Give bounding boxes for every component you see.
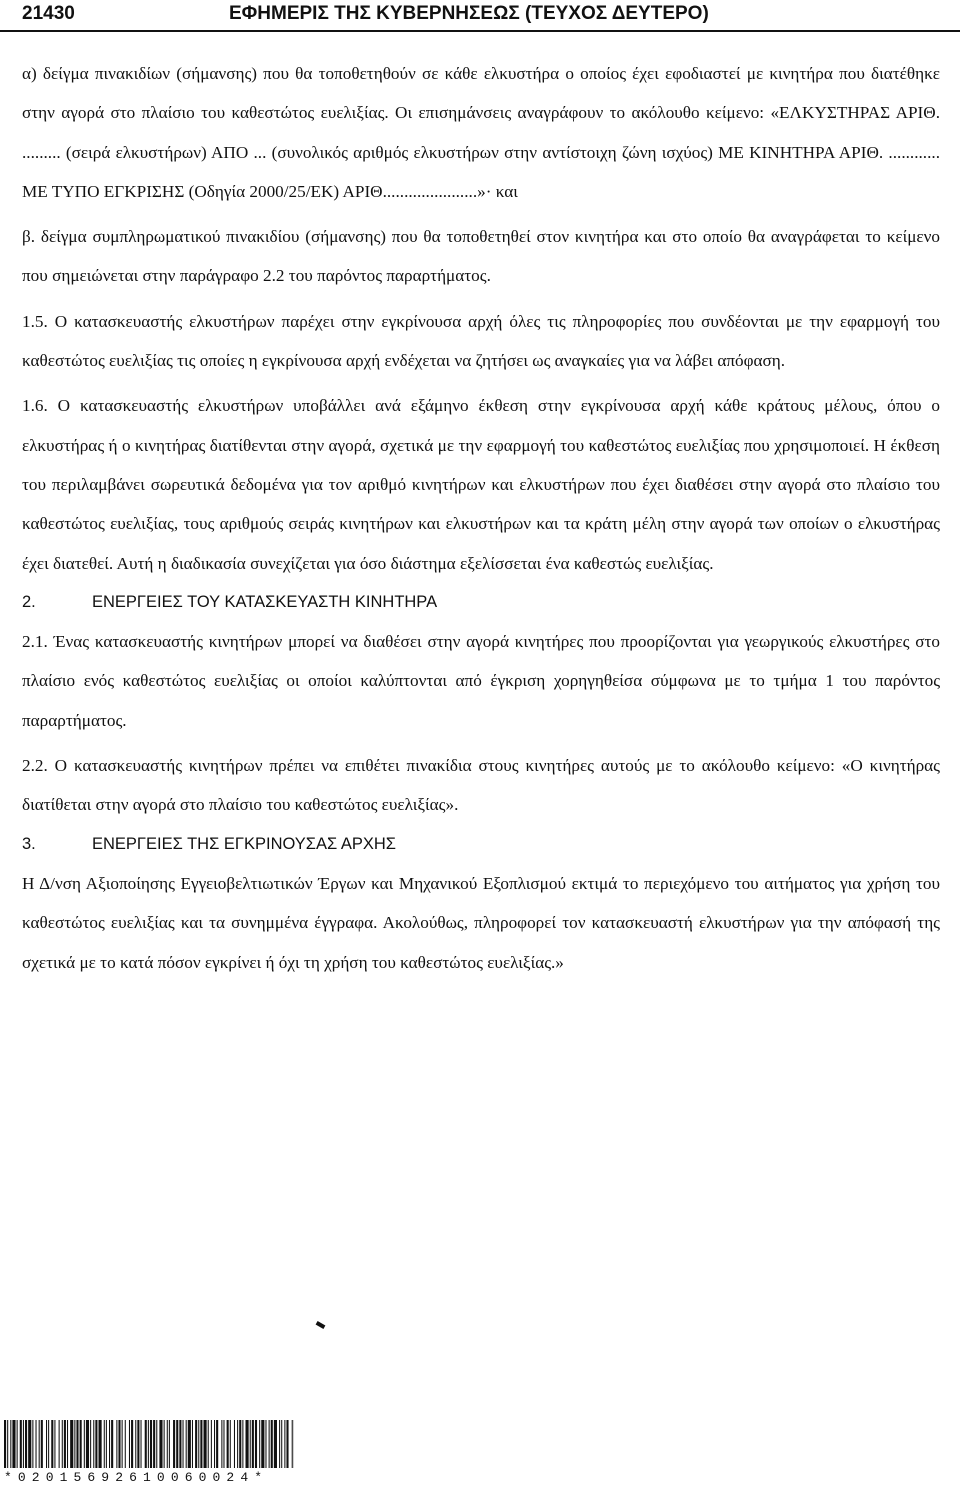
barcode-bar (51, 1420, 53, 1468)
barcode-bar (176, 1420, 178, 1468)
barcode-bar (109, 1420, 110, 1468)
barcode-bar (70, 1420, 73, 1468)
barcode-bar (159, 1420, 162, 1468)
barcode-bar (62, 1420, 63, 1468)
barcode-bar (59, 1420, 60, 1468)
barcode-bar (211, 1420, 212, 1468)
barcode-bar (54, 1420, 55, 1468)
gazette-title: ΕΦΗΜΕΡΙΣ ΤΗΣ ΚΥΒΕΡΝΗΣΕΩΣ (ΤΕΥΧΟΣ ΔΕΥΤΕΡΟ) (229, 3, 709, 24)
barcode-bar (86, 1420, 89, 1468)
barcode-bar (169, 1420, 170, 1468)
barcode-bar (198, 1420, 199, 1468)
paragraph-1-6: 1.6. Ο κατασκευαστής ελκυστήρων υποβάλλει ανά εξάμηνο έκθεση στην εγκρίνουσα αρχή κάθε κράτους μέλους, όπου ο ελκυστήρας ή ο κινητήρας διατίθενται στην αγορά, σχετικά με την εφαρμογή του καθεστώτος ευελιξίας που χρησιμοποιεί. Η έκθεση του περιλαμβάνει σωρευτικά δεδομένα για τον αριθμό κινητήρων και ελκυστήρων που έχει διαθέσει στην αγορά στο πλαίσιο του καθεστώτος ευελιξίας, τους αριθμούς σειράς κινητήρων και ελκυστήρων και τα κράτη μέλη στην αγορά των οποίων ο ελκυστήρας έχει διατεθεί. Αυτή η διαδικασία συνεχίζεται για όσο διάστημα εξελίσσεται ένα καθεστώς ευελιξίας. (22, 396, 940, 573)
barcode-bar (17, 1420, 18, 1468)
barcode-bar (221, 1420, 222, 1468)
barcode-bar (234, 1420, 235, 1468)
barcode-bar (116, 1420, 117, 1468)
barcode-bar (148, 1420, 149, 1468)
barcode-bar (118, 1420, 120, 1468)
barcode-bar (173, 1420, 175, 1468)
barcode-bar (76, 1420, 78, 1468)
paragraph-1-5: 1.5. Ο κατασκευαστής ελκυστήρων παρέχει στην εγκρίνουσα αρχή όλες τις πληροφορίες που συνδέονται με την εφαρμογή του καθεστώτος ευελιξίας τις οποίες η εγκρίνουσα αρχή ενδέχεται να ζητήσει ως αναγκαίες για να λάβει απόφαση. (22, 311, 940, 371)
barcode-bar (99, 1420, 102, 1468)
paragraph-b: β. δείγμα συμπληρωματικού πινακιδίου (σήμανσης) που θα τοποθετηθεί στον κινητήρα και στο οποίο θα αναγράφεται το κείμενο που σημειώνεται στην παράγραφο 2.2 του παρόντος παραρτήματος. (22, 227, 940, 286)
paragraph-2-1: 2.1. Ένας κατασκευαστής κινητήρων μπορεί να διαθέσει στην αγορά κινητήρες που προορίζονται για γεωργικούς ελκυστήρες στο πλαίσιο ενός καθεστώτος ευελιξίας οι οποίοι καλύπτονται από έγκριση χορηγηθείσα σύμφωνα με το τμήμα 1 του παρόντος παραρτήματος. (22, 632, 940, 730)
barcode-bar (67, 1420, 68, 1468)
barcode-bar (230, 1420, 231, 1468)
section-2-number: 2. (22, 592, 36, 611)
barcode-bar (200, 1420, 202, 1468)
barcode-bar (259, 1420, 260, 1468)
barcode-bar (153, 1420, 155, 1468)
section-3-heading (22, 825, 940, 864)
barcode-bar (164, 1420, 165, 1468)
barcode-bar (7, 1420, 8, 1468)
barcode-bar (208, 1420, 209, 1468)
barcode-bar (10, 1420, 11, 1468)
barcode-bar (261, 1420, 264, 1468)
barcode-bar (32, 1420, 33, 1468)
stray-mark (316, 1321, 326, 1329)
header-rule (0, 30, 960, 32)
barcode-bar (25, 1420, 27, 1468)
barcode-bar (269, 1420, 270, 1468)
barcode-bar (271, 1420, 273, 1468)
barcode-bar (145, 1420, 147, 1468)
barcode-bar (46, 1420, 47, 1468)
barcode-bar (41, 1420, 43, 1468)
barcode-bar (28, 1420, 31, 1468)
barcode-bar (255, 1420, 257, 1468)
paragraph-3: Η Δ/νση Αξιοποίησης Εγγειοβελτιωτικών Έργων και Μηχανικού Εξοπλισμού εκτιμά το περιεχόμενο του αιτήματος για χρήση του καθεστώτος ευελιξίας και τα συνημμένα έγγραφα. Ακολούθως, πληροφορεί τον κατασκευαστή ελκυστήρων για την απόφασή της σχετικά με το κατά πόσον εγκρίνει ή όχι τη χρήση του καθεστώτος ευελιξίας.» (22, 873, 940, 972)
barcode-bar (286, 1420, 288, 1468)
barcode-bar (284, 1420, 285, 1468)
document-body (22, 54, 940, 982)
barcode-bar (179, 1420, 181, 1468)
barcode-bar (4, 1420, 6, 1468)
section-2-title: ΕΝΕΡΓΕΙΕΣ ΤΟΥ ΚΑΤΑΣΚΕΥΑΣΤΗ ΚΙΝΗΤΗΡΑ (92, 592, 438, 611)
barcode-bar (156, 1420, 157, 1468)
barcode-bar (131, 1420, 133, 1468)
barcode-bar (239, 1420, 241, 1468)
barcode-bar (93, 1420, 94, 1468)
barcode-bar (125, 1420, 126, 1468)
barcode-bar (48, 1420, 49, 1468)
barcode-bar (216, 1420, 218, 1468)
barcode-bar (104, 1420, 105, 1468)
barcode-bar (106, 1420, 107, 1468)
barcode-bar (90, 1420, 91, 1468)
barcode-bars (4, 1420, 294, 1468)
barcode-bar (237, 1420, 238, 1468)
section-3-title: ΕΝΕΡΓΕΙΕΣ ΤΗΣ ΕΓΚΡΙΝΟΥΣΑΣ ΑΡΧΗΣ (92, 834, 397, 853)
paragraph-2-2: 2.2. Ο κατασκευαστής κινητήρων πρέπει να επιθέτει πινακίδια στους κινητήρες αυτούς με το ακόλουθο κείμενο: «Ο κινητήρας διατίθεται στην αγορά στο πλαίσιο του καθεστώτος ευελιξίας». (22, 756, 940, 815)
barcode-bar (183, 1420, 184, 1468)
barcode-bar (74, 1420, 75, 1468)
barcode-bar (64, 1420, 66, 1468)
page-header (0, 0, 960, 30)
barcode-bar (135, 1420, 136, 1468)
barcode (4, 1420, 294, 1490)
barcode-bar (274, 1420, 277, 1468)
barcode-bar (36, 1420, 37, 1468)
barcode-bar (80, 1420, 82, 1468)
barcode-bar (84, 1420, 85, 1468)
barcode-bar (195, 1420, 197, 1468)
barcode-bar (279, 1420, 280, 1468)
barcode-bar (265, 1420, 266, 1468)
barcode-bar (186, 1420, 187, 1468)
barcode-number: *02015692610060024* (4, 1470, 269, 1485)
page-number: 21430 (22, 3, 75, 24)
barcode-bar (281, 1420, 282, 1468)
barcode-bar (242, 1420, 243, 1468)
section-2-heading (22, 583, 940, 622)
barcode-bar (214, 1420, 215, 1468)
barcode-bar (39, 1420, 40, 1468)
barcode-bar (227, 1420, 229, 1468)
barcode-bar (137, 1420, 139, 1468)
barcode-bar (188, 1420, 191, 1468)
barcode-bar (167, 1420, 168, 1468)
barcode-bar (223, 1420, 224, 1468)
barcode-bar (250, 1420, 251, 1468)
barcode-bar (12, 1420, 15, 1468)
barcode-bar (252, 1420, 254, 1468)
barcode-bar (246, 1420, 249, 1468)
barcode-bar (20, 1420, 22, 1468)
barcode-bar (129, 1420, 130, 1468)
barcode-bar (111, 1420, 113, 1468)
barcode-bar (204, 1420, 207, 1468)
barcode-bar (23, 1420, 24, 1468)
barcode-bar (141, 1420, 142, 1468)
barcode-bar (150, 1420, 152, 1468)
paragraph-a: α) δείγμα πινακιδίων (σήμανσης) που θα τοποθετηθούν σε κάθε ελκυστήρα ο οποίος έχει εφοδιαστεί με κινητήρα που διατέθηκε στην αγορά στο πλαίσιο του καθεστώτος ευελιξίας. Οι επισημάνσεις αναγράφουν το ακόλουθο κείμενο: «ΕΛΚΥΣΤΗΡΑΣ ΑΡΙΘ. ......... (σειρά ελκυστήρων) ΑΠΟ ... (συνολικός αριθμός ελκυστήρων στην αντίστοιχη ζώνη ισχύος) ΜΕ ΚΙΝΗΤΗΡΑ ΑΡΙΘ. ............ ΜΕ ΤΥΠΟ ΕΓΚΡΙΣΗΣ (Οδηγία 2000/25/ΕΚ) ΑΡΙΘ......................»· και (22, 64, 940, 201)
barcode-bar (122, 1420, 123, 1468)
barcode-bar (292, 1420, 293, 1468)
barcode-bar (95, 1420, 97, 1468)
barcode-bar (192, 1420, 193, 1468)
section-3-number: 3. (22, 834, 36, 853)
